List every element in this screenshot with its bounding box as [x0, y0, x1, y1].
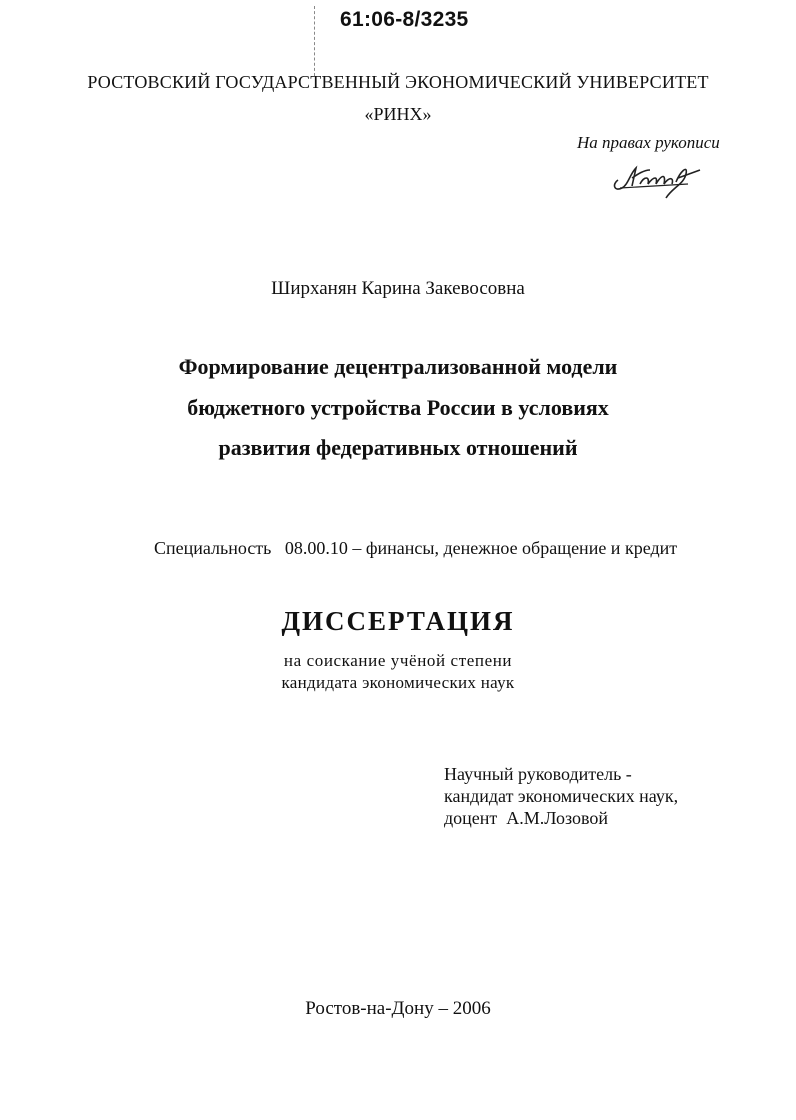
university-name: РОСТОВСКИЙ ГОСУДАРСТВЕННЫЙ ЭКОНОМИЧЕСКИЙ УНИВЕРСИТЕТ [87, 72, 709, 92]
author-name: Ширханян Карина Закевосовна [271, 278, 525, 299]
degree-line-2: кандидата экономических наук [281, 673, 515, 692]
title-line-2: бюджетного устройства России в условиях [187, 395, 609, 420]
author-signature [610, 158, 705, 200]
title-line-3: развития федеративных отношений [218, 435, 578, 460]
supervisor-line-1: Научный руководитель - [444, 764, 632, 784]
place-and-year: Ростов-на-Дону – 2006 [305, 998, 491, 1019]
supervisor-line-2: кандидат экономических наук, [444, 786, 679, 806]
degree-line-1: на соискание учёной степени [283, 651, 513, 670]
title-line-1: Формирование децентрализованной модели [178, 354, 618, 379]
supervisor-line-3: доцент А.М.Лозовой [444, 808, 609, 828]
document-type-heading: ДИССЕРТАЦИЯ [281, 606, 515, 636]
margin-dashed-line [314, 6, 315, 76]
specialty-line: Специальность 08.00.10 – финансы, денежное обращение и кредит [154, 538, 678, 558]
registry-code: 61:06-8/3235 [340, 8, 469, 31]
manuscript-rights-note: На правах рукописи [577, 133, 720, 152]
university-abbreviation: «РИНХ» [364, 104, 432, 124]
